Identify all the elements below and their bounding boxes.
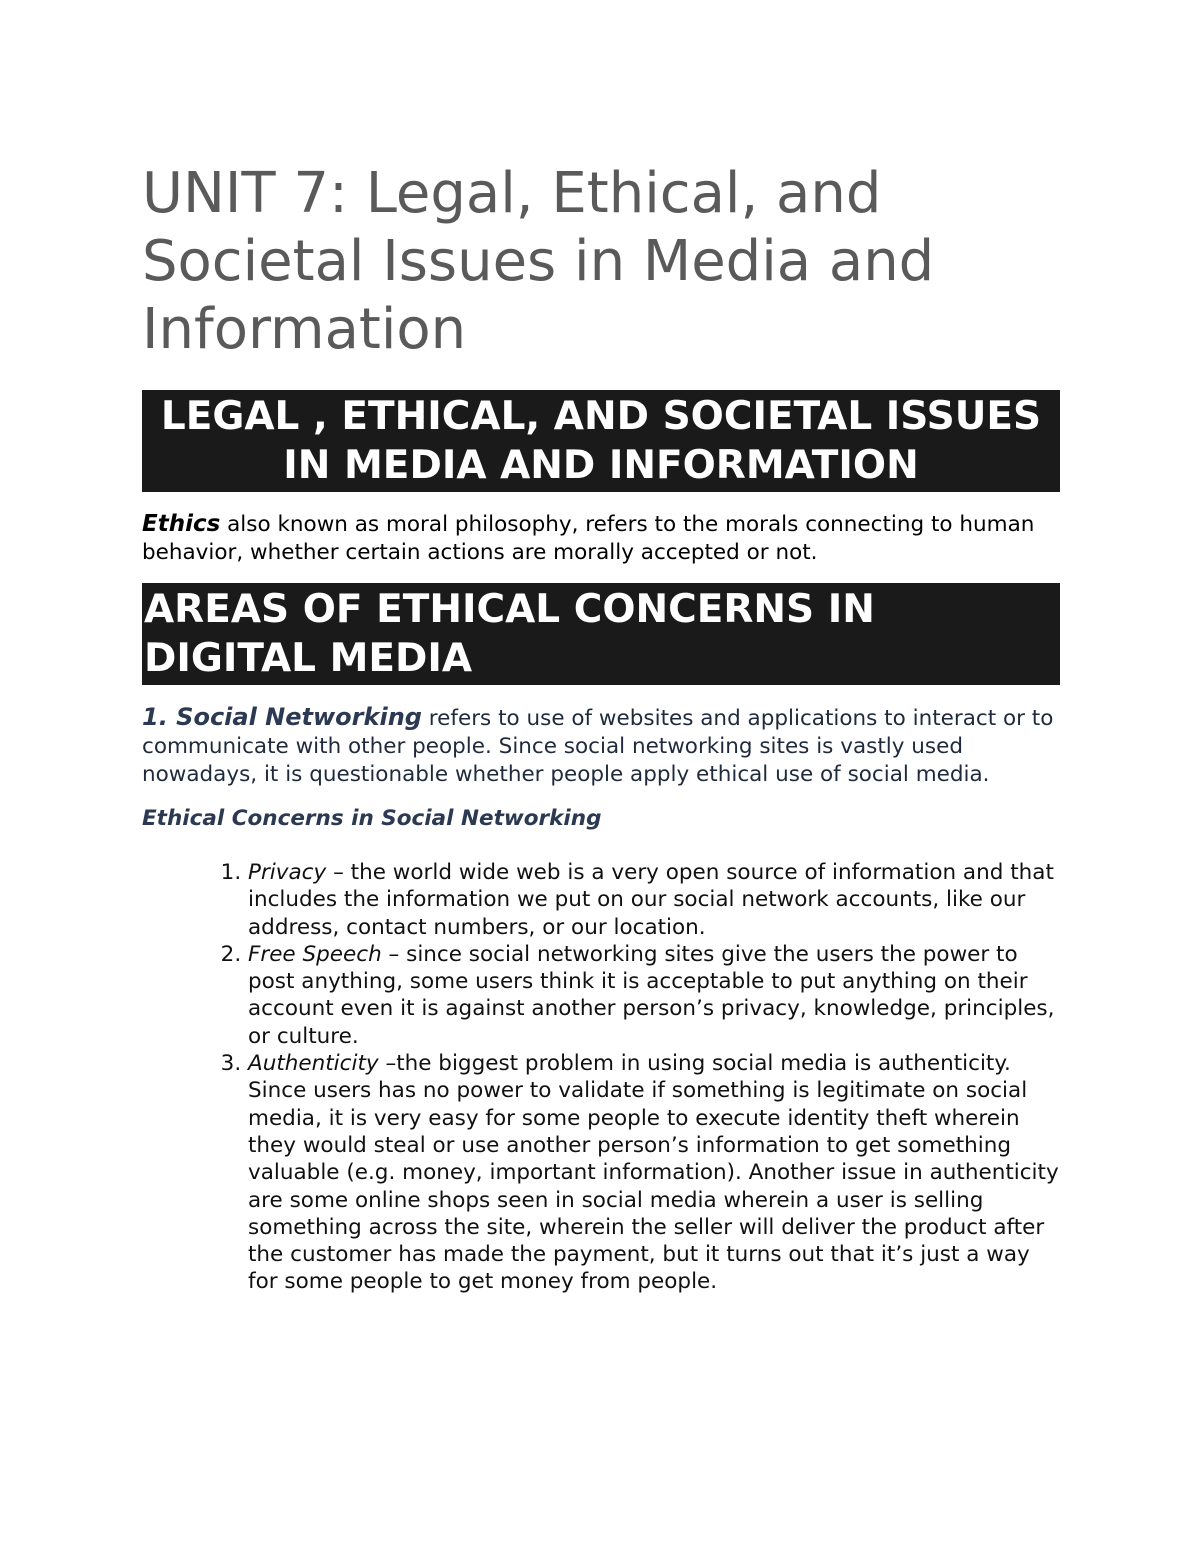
social-networking-paragraph: [142, 703, 1060, 789]
ethics-term: Ethics: [142, 511, 221, 537]
concern-text: – since social networking sites give the users the power to post anything, some users think it is acceptable to put anything on their account even it is against another person’s privacy, knowledge, principles, or culture.: [248, 941, 1055, 1049]
concern-text: – the world wide web is a very open source of information and that includes the information we put on our social network accounts, like our address, contact numbers, or our location.: [248, 860, 1054, 940]
concern-term: Privacy: [248, 860, 327, 885]
ethics-definition: [142, 510, 1060, 567]
document-page: [142, 160, 1060, 1296]
social-networking-term: 1. Social Networking: [142, 703, 422, 731]
list-item: [248, 859, 1060, 941]
ethics-text: also known as moral philosophy, refers to the morals connecting to human behavior, whether certain actions are morally accepted or not.: [142, 512, 1035, 565]
section-banner-areas-of-concern: AREAS OF ETHICAL CONCERNS IN DIGITAL MEDIA: [142, 583, 1060, 685]
concern-term: Authenticity: [248, 1051, 379, 1077]
concerns-subheading: Ethical Concerns in Social Networking: [142, 806, 602, 831]
list-item: [248, 941, 1060, 1050]
concern-text: –the biggest problem in using social media is authenticity. Since users has no power to validate if something is legitimate on social media, it is very easy for some people to execute identity theft wherein they would steal or use another person’s information to get something valuable (e.g. money, important information). Another issue in authenticity are some online shops seen in social media wherein a user is selling something across the site, wherein the seller will deliver the product after the customer has made the payment, but it turns out that it’s just a way for some people to get money from people.: [248, 1051, 1059, 1295]
section-banner-legal-ethical-societal: LEGAL , ETHICAL, AND SOCIETAL ISSUES IN MEDIA AND INFORMATION: [142, 390, 1060, 492]
list-item: [248, 1050, 1060, 1296]
social-networking-text: refers to use of websites and applications to interact or to communicate with other people. Since social networking sites is vastly used nowadays, it is questionable whether people apply ethical use of social media.: [142, 706, 1054, 787]
concerns-list: [142, 859, 1060, 1296]
unit-title: UNIT 7: Legal, Ethical, and Societal Issues in Media and Information: [142, 161, 935, 362]
concern-term: Free Speech: [248, 941, 382, 967]
